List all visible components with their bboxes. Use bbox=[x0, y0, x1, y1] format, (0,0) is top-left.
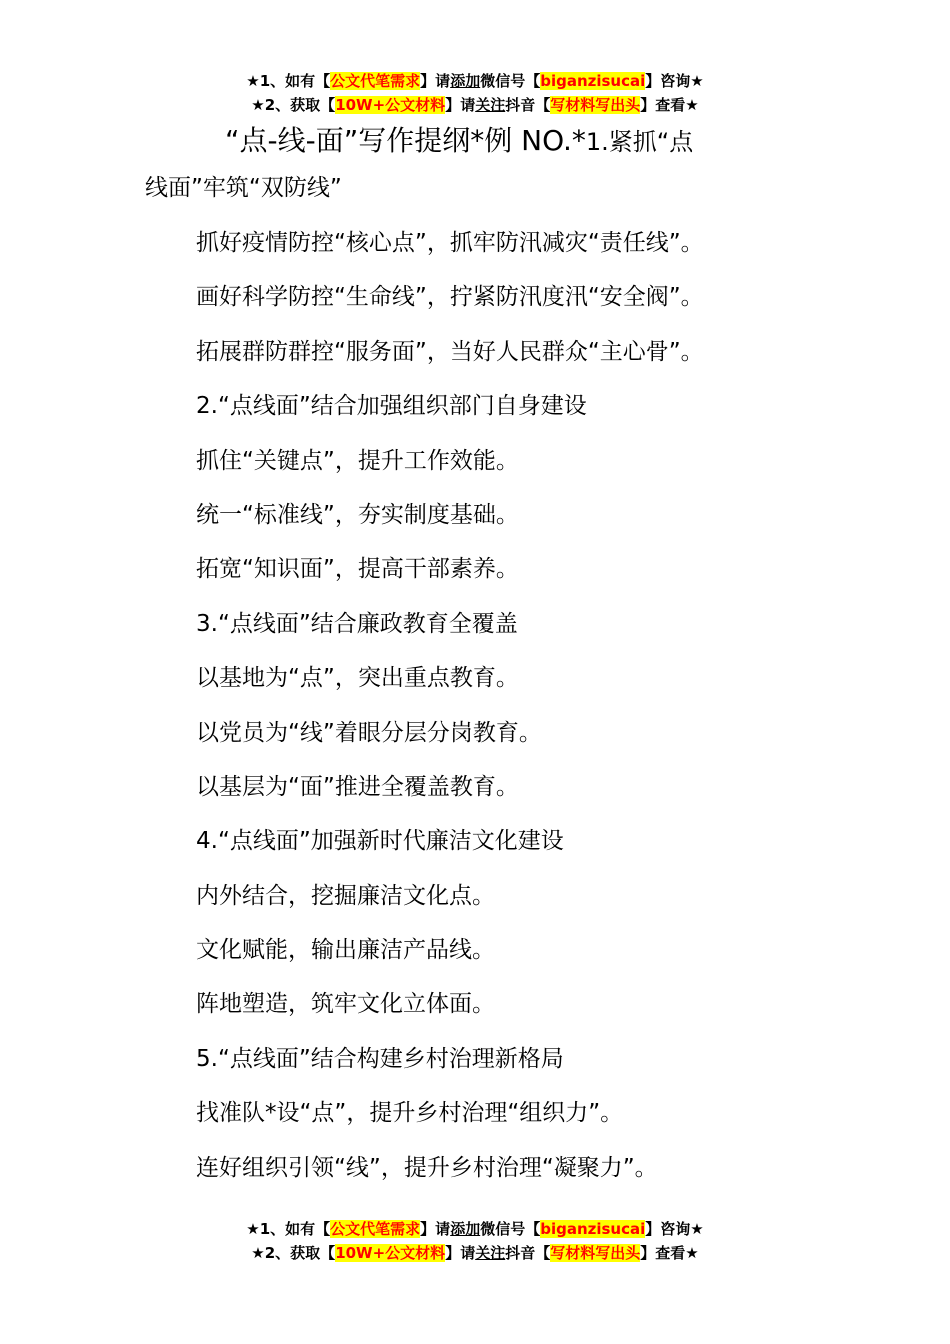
outline-line: 阵地塑造，筑牢文化立体面。 bbox=[196, 991, 495, 1018]
outline-line: 内外结合，挖掘廉洁文化点。 bbox=[196, 882, 495, 909]
banner-highlight: biganzisucai bbox=[540, 1220, 646, 1238]
banner-highlight: 写材料写出头 bbox=[550, 1244, 641, 1262]
outline-line: 抓好疫情防控“核心点”，抓牢防汛减灾“责任线”。 bbox=[196, 230, 704, 256]
banner-text: 】查看★ bbox=[640, 96, 699, 114]
banner-text: 】请 bbox=[445, 1244, 476, 1262]
outline-line: 连好组织引领“线”，提升乡村治理“凝聚力”。 bbox=[196, 1154, 658, 1181]
outline-line: 以基层为“面”推进全覆盖教育。 bbox=[196, 773, 519, 800]
banner-highlight: biganzisucai bbox=[540, 72, 646, 90]
section-heading: 5.“点线面”结合构建乡村治理新格局 bbox=[196, 1045, 564, 1072]
section-heading: 3.“点线面”结合廉政教育全覆盖 bbox=[196, 610, 518, 637]
banner-underline: 关注 bbox=[475, 96, 506, 114]
banner-highlight: 公文代笔需求 bbox=[330, 72, 421, 90]
banner-text: 】请 bbox=[420, 1220, 451, 1238]
section-heading: 4.“点线面”加强新时代廉洁文化建设 bbox=[196, 828, 564, 855]
banner-text: 】请 bbox=[420, 72, 451, 90]
banner-highlight: 公文代笔需求 bbox=[330, 1220, 421, 1238]
outline-line: 以党员为“线”着眼分层分岗教育。 bbox=[196, 719, 542, 746]
banner-highlight: 10W+公文材料 bbox=[335, 96, 446, 114]
banner-underline: 添加 bbox=[450, 72, 481, 90]
banner-underline: 添加 bbox=[450, 1220, 481, 1238]
section-heading: 2.“点线面”结合加强组织部门自身建设 bbox=[196, 393, 587, 420]
title-section-1: 1.紧抓“点 bbox=[585, 128, 694, 156]
banner-highlight: 写材料写出头 bbox=[550, 96, 641, 114]
banner-text: 抖音【 bbox=[505, 96, 551, 114]
banner-text: 微信号【 bbox=[480, 1220, 541, 1238]
outline-line: 拓展群防群控“服务面”，当好人民群众“主心骨”。 bbox=[196, 338, 704, 365]
header-banner-line-2 bbox=[0, 94, 950, 116]
outline-line: 找准队*设“点”，提升乡村治理“组织力”。 bbox=[196, 1100, 624, 1127]
footer-banner-line-2 bbox=[0, 1242, 950, 1264]
outline-line: 文化赋能，输出廉洁产品线。 bbox=[196, 937, 495, 964]
banner-text: 抖音【 bbox=[505, 1244, 551, 1262]
banner-text: ★1、如有【 bbox=[246, 1220, 331, 1238]
banner-underline: 关注 bbox=[475, 1244, 506, 1262]
header-banner-line-1 bbox=[0, 70, 950, 92]
outline-line: 抓住“关键点”，提升工作效能。 bbox=[196, 447, 519, 474]
banner-text: 】查看★ bbox=[640, 1244, 699, 1262]
title-main: “点-线-面”写作提纲*例 NO.* bbox=[225, 124, 586, 157]
banner-text: 】咨询★ bbox=[645, 1220, 704, 1238]
outline-body bbox=[196, 216, 836, 1195]
document-title bbox=[145, 124, 825, 205]
banner-text: 】咨询★ bbox=[645, 72, 704, 90]
banner-text: ★2、获取【 bbox=[251, 1244, 336, 1262]
banner-text: ★2、获取【 bbox=[251, 96, 336, 114]
outline-line: 以基地为“点”，突出重点教育。 bbox=[196, 665, 519, 692]
footer-banner-line-1 bbox=[0, 1218, 950, 1240]
banner-highlight: 10W+公文材料 bbox=[335, 1244, 446, 1262]
outline-line: 画好科学防控“生命线”，拧紧防汛度汛“安全阀”。 bbox=[196, 284, 704, 311]
outline-line: 统一“标准线”，夯实制度基础。 bbox=[196, 501, 519, 528]
banner-text: 】请 bbox=[445, 96, 476, 114]
banner-text: 微信号【 bbox=[480, 72, 541, 90]
outline-line: 拓宽“知识面”，提高干部素养。 bbox=[196, 556, 519, 583]
banner-text: ★1、如有【 bbox=[246, 72, 331, 90]
title-continuation: 线面”牢筑“双防线” bbox=[145, 175, 342, 201]
